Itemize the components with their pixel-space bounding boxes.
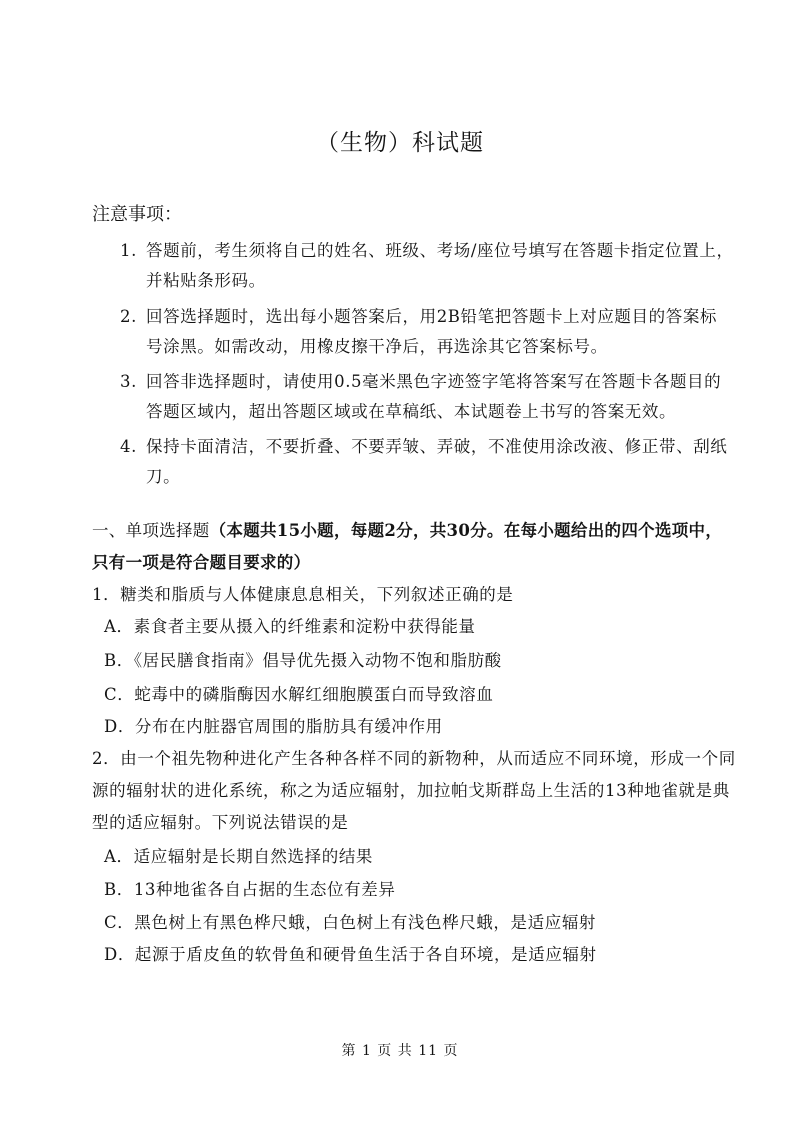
notice-item-text: 保持卡面清洁，不要折叠、不要弄皱、弄破，不准使用涂改液、修正带、刮纸 bbox=[146, 437, 728, 456]
notice-item-number: 2. bbox=[120, 307, 137, 326]
notice-item-text: 回答非选择题时，请使用0.5毫米黑色字迹签字笔将答案写在答题卡各题目的 bbox=[146, 372, 722, 391]
section-heading bbox=[92, 517, 722, 541]
notice-item-2-cont: 号涂黑。如需改动，用橡皮擦干净后，再选涂其它答案标号。 bbox=[146, 337, 608, 356]
question-1-option-c: C．蛇毒中的磷脂酶因水解红细胞膜蛋白而导致溶血 bbox=[104, 685, 494, 704]
notice-item-2 bbox=[120, 303, 717, 327]
question-2-option-b: B．13种地雀各自占据的生态位有差异 bbox=[104, 880, 396, 899]
page-footer: 第 1 页 共 11 页 bbox=[341, 1043, 459, 1059]
question-2-stem-cont: 源的辐射状的进化系统，称之为适应辐射，加拉帕戈斯群岛上生活的13种地雀就是典 bbox=[92, 781, 730, 800]
question-1-stem: 1．糖类和脂质与人体健康息息相关，下列叙述正确的是 bbox=[92, 585, 514, 604]
question-2-option-d: D．起源于盾皮鱼的软骨鱼和硬骨鱼生活于各自环境，是适应辐射 bbox=[104, 945, 597, 964]
section-prefix: 一、单项选择题 bbox=[92, 521, 210, 540]
notice-item-1-cont: 并粘贴条形码。 bbox=[146, 271, 266, 290]
section-instructions-cont: 只有一项是符合题目要求的） bbox=[92, 553, 311, 572]
notice-heading: 注意事项： bbox=[92, 204, 182, 225]
question-1-option-a: A．素食者主要从摄入的纤维素和淀粉中获得能量 bbox=[104, 617, 476, 636]
notice-item-1 bbox=[120, 237, 734, 261]
notice-item-3-cont: 答题区域内，超出答题区域或在草稿纸、本试题卷上书写的答案无效。 bbox=[146, 402, 677, 421]
question-2-stem: 2．由一个祖先物种进化产生各种各样不同的新物种，从而适应不同环境，形成一个同 bbox=[92, 749, 736, 768]
page-title: （生物）科试题 bbox=[316, 130, 484, 156]
question-2-option-c: C．黑色树上有黑色桦尺蛾，白色树上有浅色桦尺蛾，是适应辐射 bbox=[104, 913, 597, 932]
notice-item-text: 回答选择题时，选出每小题答案后，用2B铅笔把答题卡上对应题目的答案标 bbox=[146, 307, 718, 326]
section-instructions: （本题共15小题，每题2分，共30分。在每小题给出的四个选项中， bbox=[209, 521, 723, 540]
notice-item-4-cont: 刀。 bbox=[146, 467, 181, 486]
section-heading-cont bbox=[92, 549, 310, 573]
notice-item-text: 答题前，考生须将自己的姓名、班级、考场/座位号填写在答题卡指定位置上， bbox=[146, 241, 734, 260]
question-1-option-b: B．《居民膳食指南》倡导优先摄入动物不饱和脂肪酸 bbox=[104, 651, 502, 670]
question-2-stem-cont-2: 型的适应辐射。下列说法错误的是 bbox=[92, 813, 349, 832]
question-2-option-a: A．适应辐射是长期自然选择的结果 bbox=[104, 847, 374, 866]
notice-item-number: 3. bbox=[120, 372, 137, 391]
notice-item-number: 1. bbox=[120, 241, 137, 260]
notice-item-3 bbox=[120, 368, 721, 392]
notice-item-4 bbox=[120, 433, 727, 457]
question-1-option-d: D．分布在内脏器官周围的脂肪具有缓冲作用 bbox=[104, 717, 443, 736]
notice-item-number: 4. bbox=[120, 437, 137, 456]
